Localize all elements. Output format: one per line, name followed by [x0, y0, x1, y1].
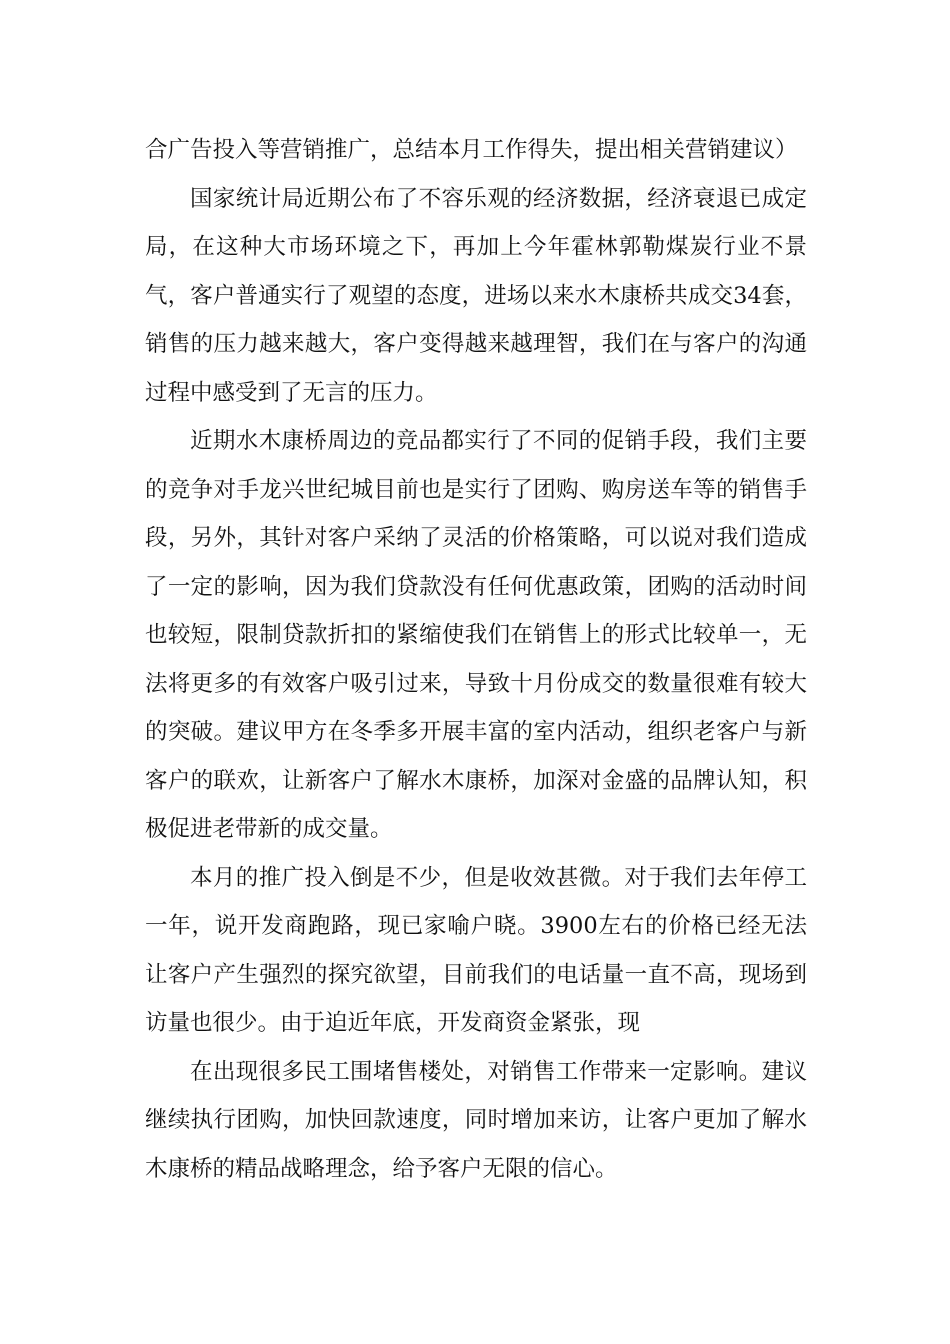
paragraph-suggestion: 在出现很多民工围堵售楼处，对销售工作带来一定影响。建议继续执行团购，加快回款速度，同时增加来访，让客户更加了解水木康桥的精品战略理念，给予客户无限的信心。	[145, 1058, 807, 1182]
paragraph-promotion: 本月的推广投入倒是不少，但是收效甚微。对于我们去年停工一年，说开发商跑路，现已家喻户晓。3900左右的价格已经无法让客户产生强烈的探究欲望，目前我们的电话量一直不高，现场到访量也很少。由于迫近年底，开发商资金紧张，现	[145, 864, 807, 1036]
paragraph-economy: 国家统计局近期公布了不容乐观的经济数据，经济衰退已成定局，在这种大市场环境之下，再加上今年霍林郭勒煤炭行业不景气，客户普通实行了观望的态度，进场以来水木康桥共成交34套，销售的压力越来越大，客户变得越来越理智，我们在与客户的沟通过程中感受到了无言的压力。	[145, 185, 807, 406]
paragraph-competition: 近期水木康桥周边的竞品都实行了不同的促销手段，我们主要的竞争对手龙兴世纪城目前也是实行了团购、购房送车等的销售手段，另外，其针对客户采纳了灵活的价格策略，可以说对我们造成了一定的影响，因为我们贷款没有任何优惠政策，团购的活动时间也较短，限制贷款折扣的紧缩使我们在销售上的形式比较单一，无法将更多的有效客户吸引过来，导致十月份成交的数量很难有较大的突破。建议甲方在冬季多开展丰富的室内活动，组织老客户与新客户的联欢，让新客户了解水木康桥，加深对金盛的品牌认知，积极促进老带新的成交量。	[145, 428, 807, 842]
document-body	[145, 126, 807, 1193]
paragraph-continuation: 合广告投入等营销推广，总结本月工作得失，提出相关营销建议）	[145, 137, 798, 163]
